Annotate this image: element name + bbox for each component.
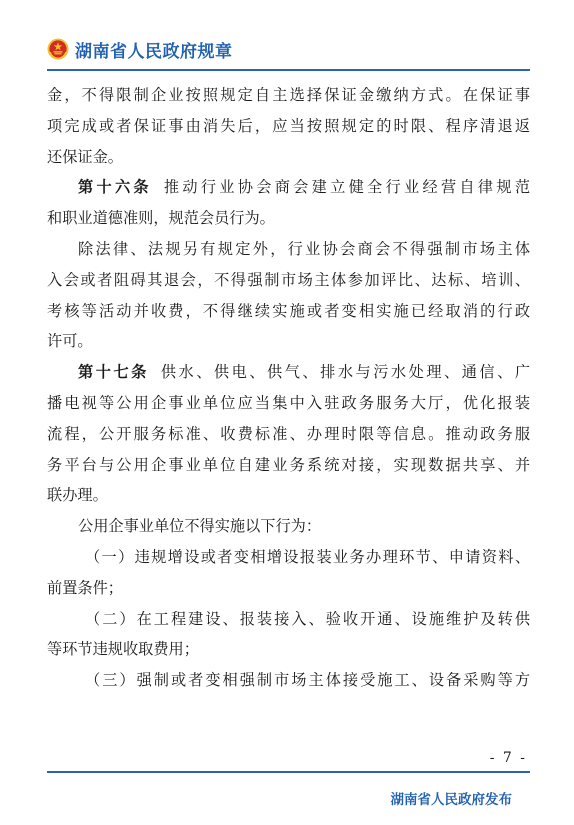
header-title: 湖南省人民政府规章 bbox=[75, 41, 233, 62]
text-line: 联办理。 bbox=[47, 486, 108, 505]
article-17-paragraph-start bbox=[47, 357, 530, 388]
document-body bbox=[47, 80, 530, 696]
text-line: 前置条件； bbox=[47, 578, 123, 597]
text-line: 公用企事业单位不得实施以下行为： bbox=[78, 517, 321, 536]
text-line: 等环节违规收取费用； bbox=[47, 640, 199, 659]
text-line: 金，不得限制企业按照规定自主选择保证金缴纳方式。在保证事 bbox=[47, 86, 530, 104]
list-item: （二）在工程建设、报装接入、验收开通、设施维护及转供 bbox=[85, 609, 530, 628]
text-line: 推动行业协会商会建立健全行业经营自律规范 bbox=[163, 178, 531, 197]
text-line: 还保证金。 bbox=[47, 147, 123, 166]
text-line: 供水、供电、供气、排水与污水处理、通信、广 bbox=[160, 363, 531, 382]
text-line: 入会或者阻碍其退会，不得强制市场主体参加评比、达标、培训、 bbox=[47, 270, 530, 289]
header-divider bbox=[47, 69, 530, 71]
text-line: 和职业道德准则，规范会员行为。 bbox=[47, 209, 275, 228]
footer-publisher: 湖南省人民政府发布 bbox=[390, 792, 512, 808]
national-emblem-icon bbox=[47, 38, 69, 60]
article-16-heading: 第十六条 bbox=[78, 178, 152, 197]
footer-divider bbox=[47, 771, 530, 773]
list-item: （一）违规增设或者变相增设报装业务办理环节、申请资料、 bbox=[85, 547, 530, 566]
article-16-paragraph-start bbox=[47, 172, 530, 203]
text-line: 务平台与公用企事业单位自建业务系统对接，实现数据共享、并 bbox=[47, 455, 530, 474]
list-item: （三）强制或者变相强制市场主体接受施工、设备采购等方 bbox=[85, 671, 530, 690]
page-header bbox=[47, 34, 233, 64]
text-line: 考核等活动并收费，不得继续实施或者变相实施已经取消的行政 bbox=[47, 301, 530, 320]
article-17-heading: 第十七条 bbox=[78, 363, 149, 382]
text-line: 播电视等公用企事业单位应当集中入驻政务服务大厅，优化报装 bbox=[47, 393, 530, 412]
page-number: - 7 - bbox=[489, 750, 527, 766]
text-line: 除法律、法规另有规定外，行业协会商会不得强制市场主体 bbox=[78, 239, 530, 258]
text-line: 项完成或者保证事由消失后，应当按照规定的时限、程序清退返 bbox=[47, 116, 530, 135]
text-line: 流程，公开服务标准、收费标准、办理时限等信息。推动政务服 bbox=[47, 424, 530, 443]
text-line: 许可。 bbox=[47, 332, 93, 351]
